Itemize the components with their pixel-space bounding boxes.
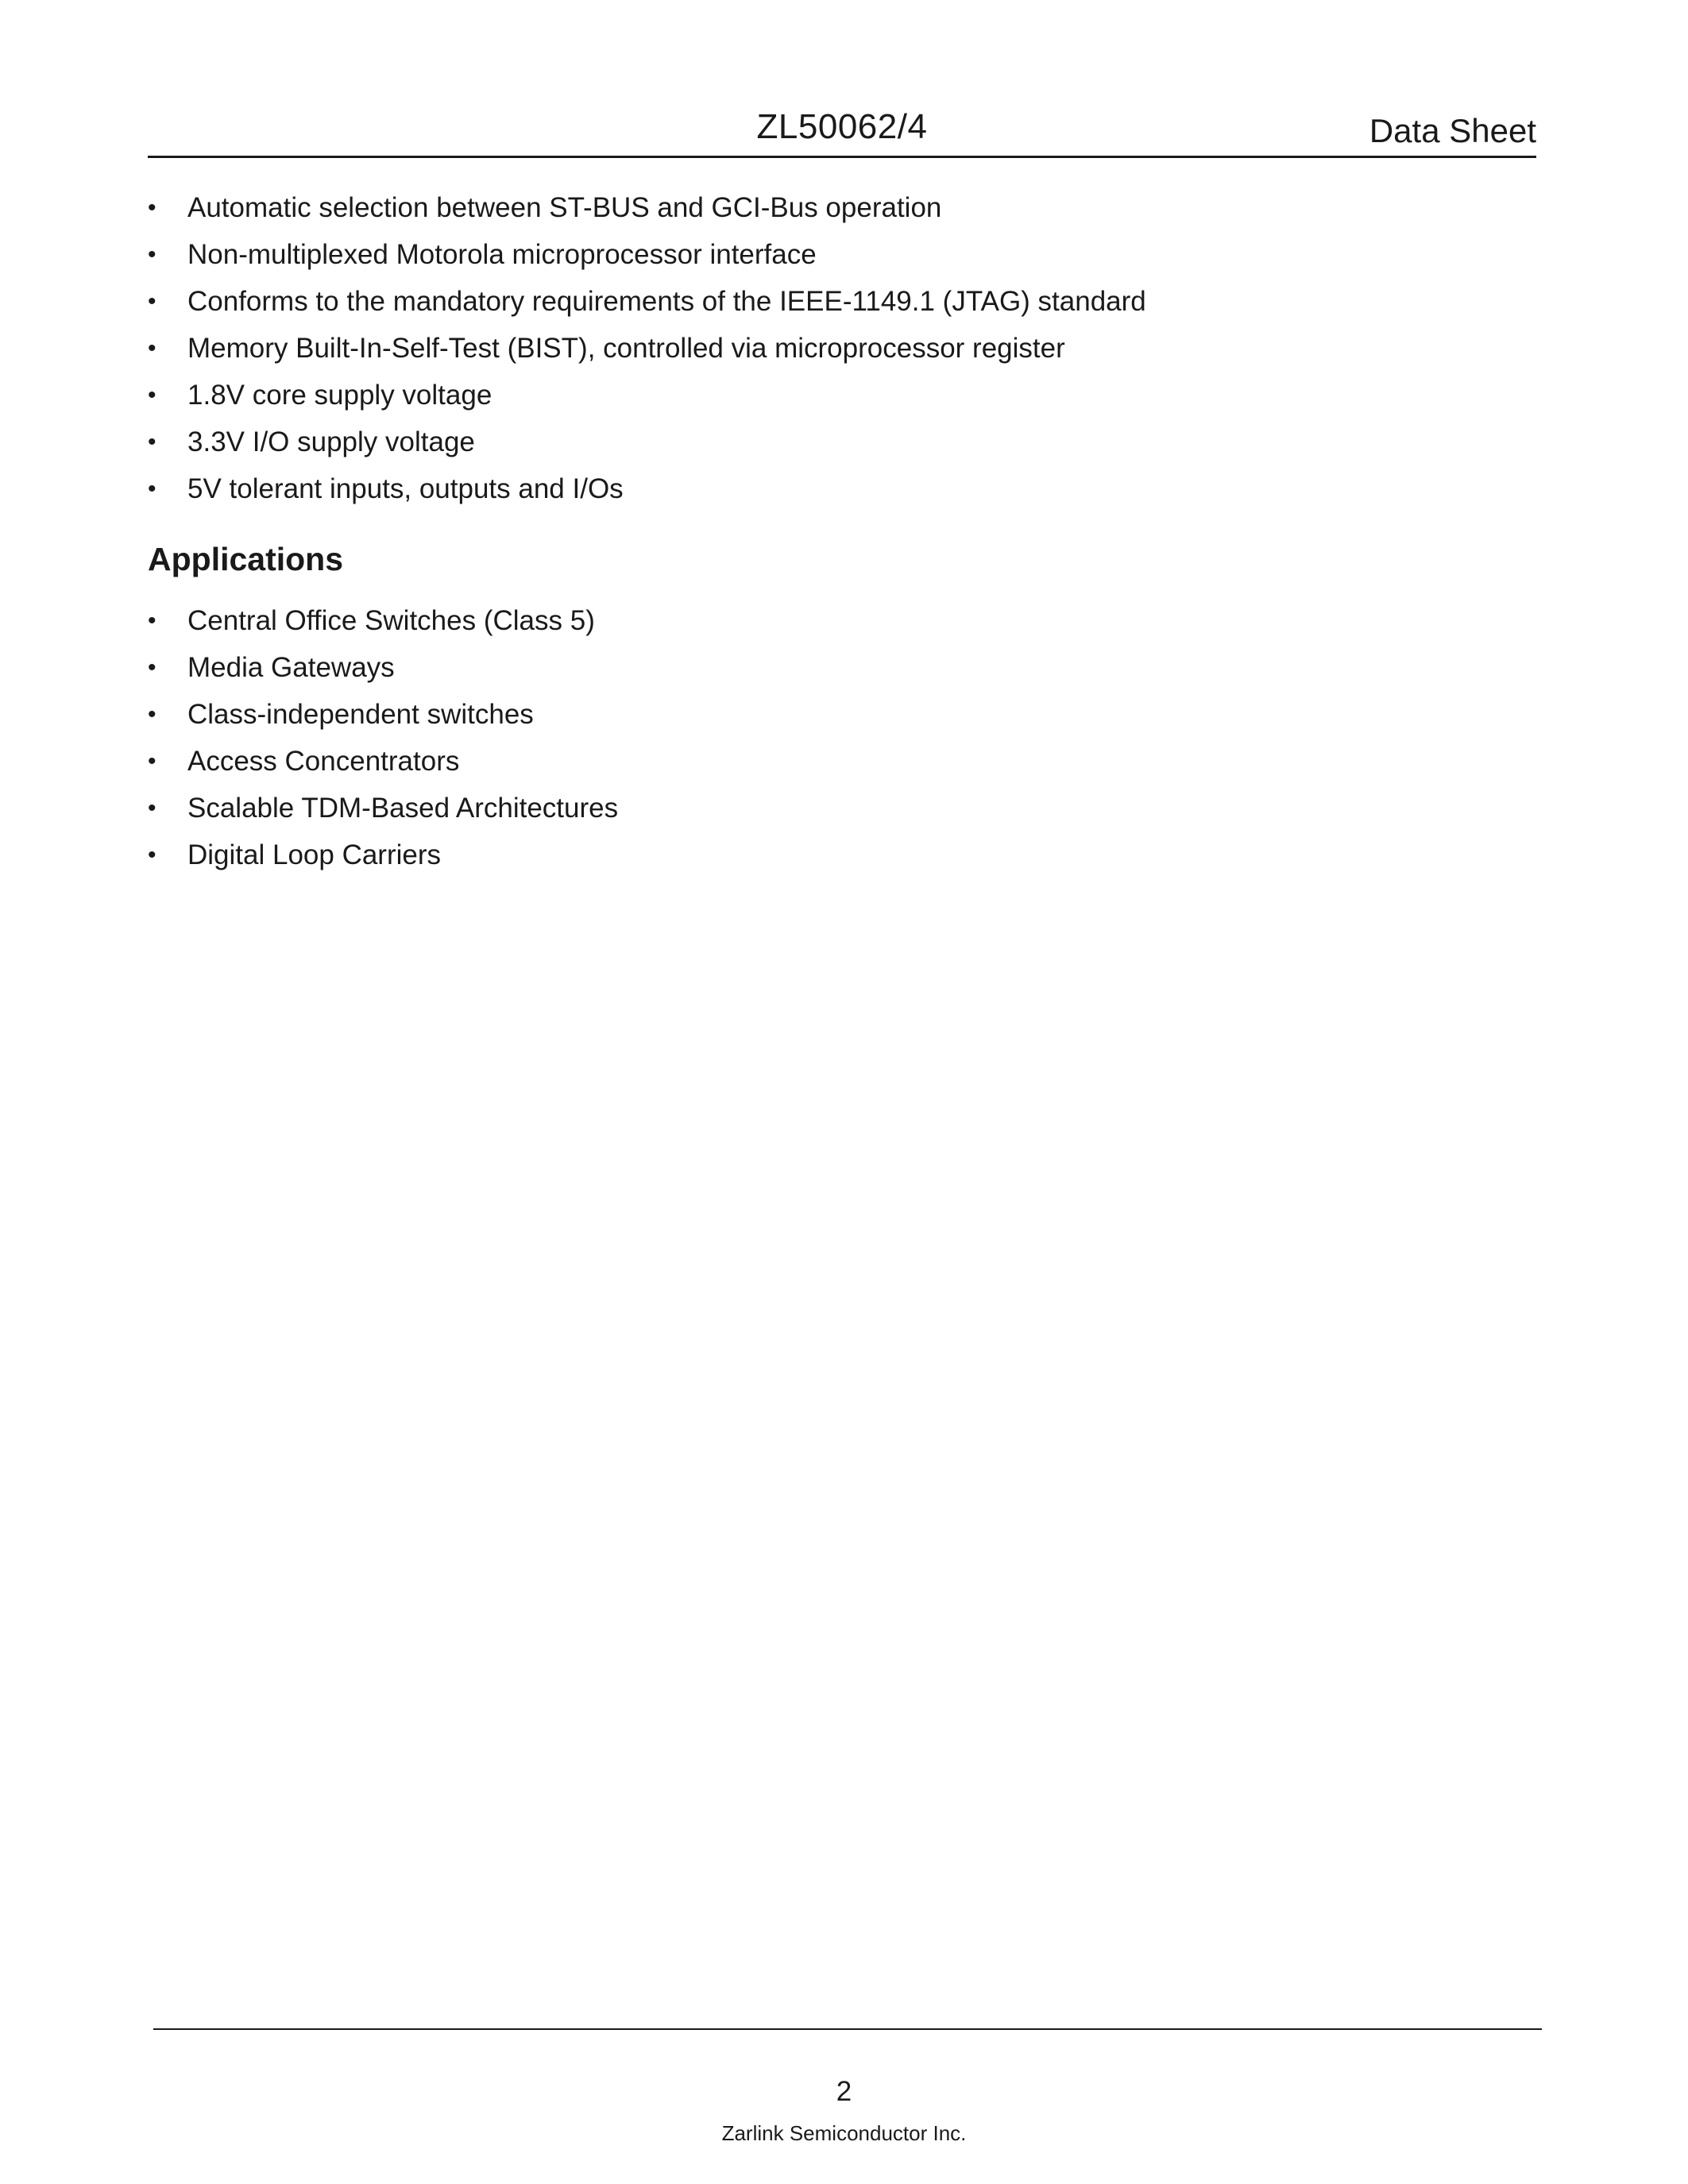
application-text: Central Office Switches (Class 5) [187, 605, 595, 636]
feature-text: 1.8V core supply voltage [187, 380, 492, 411]
company-name: Zarlink Semiconductor Inc. [721, 2121, 967, 2145]
bullet: • [148, 195, 156, 221]
feature-text: Memory Built-In-Self-Test (BIST), controlled via microprocessor register [187, 333, 1065, 364]
page-header [148, 102, 1536, 158]
application-text: Scalable TDM-Based Architectures [187, 793, 619, 824]
application-text: Media Gateways [187, 652, 395, 683]
bullet: • [148, 654, 156, 681]
bullet: • [148, 382, 156, 408]
page-number: 2 [836, 2076, 852, 2107]
feature-text: 3.3V I/O supply voltage [187, 426, 475, 457]
application-text: Digital Loop Carriers [187, 839, 442, 870]
document-type: Data Sheet [1369, 112, 1536, 149]
feature-text: 5V tolerant inputs, outputs and I/Os [187, 473, 624, 504]
feature-text: Non-multiplexed Motorola microprocessor interface [187, 239, 817, 270]
bullet: • [148, 241, 156, 268]
footer-divider [153, 2028, 1542, 2030]
feature-text: Automatic selection between ST-BUS and GCI-Bus operation [187, 192, 942, 223]
bullet: • [148, 701, 156, 727]
bullet: • [148, 608, 156, 634]
bullet: • [148, 288, 156, 314]
applications-heading: Applications [148, 541, 344, 577]
bullet: • [148, 795, 156, 821]
document-number: ZL50062/4 [756, 107, 928, 146]
application-text: Access Concentrators [187, 746, 460, 777]
application-text: Class-independent switches [187, 699, 534, 730]
feature-text: Conforms to the mandatory requirements of the IEEE-1149.1 (JTAG) standard [187, 286, 1146, 317]
bullet: • [148, 748, 156, 774]
bullet: • [148, 429, 156, 455]
bullet: • [148, 335, 156, 361]
bullet: • [148, 476, 156, 502]
bullet: • [148, 842, 156, 868]
